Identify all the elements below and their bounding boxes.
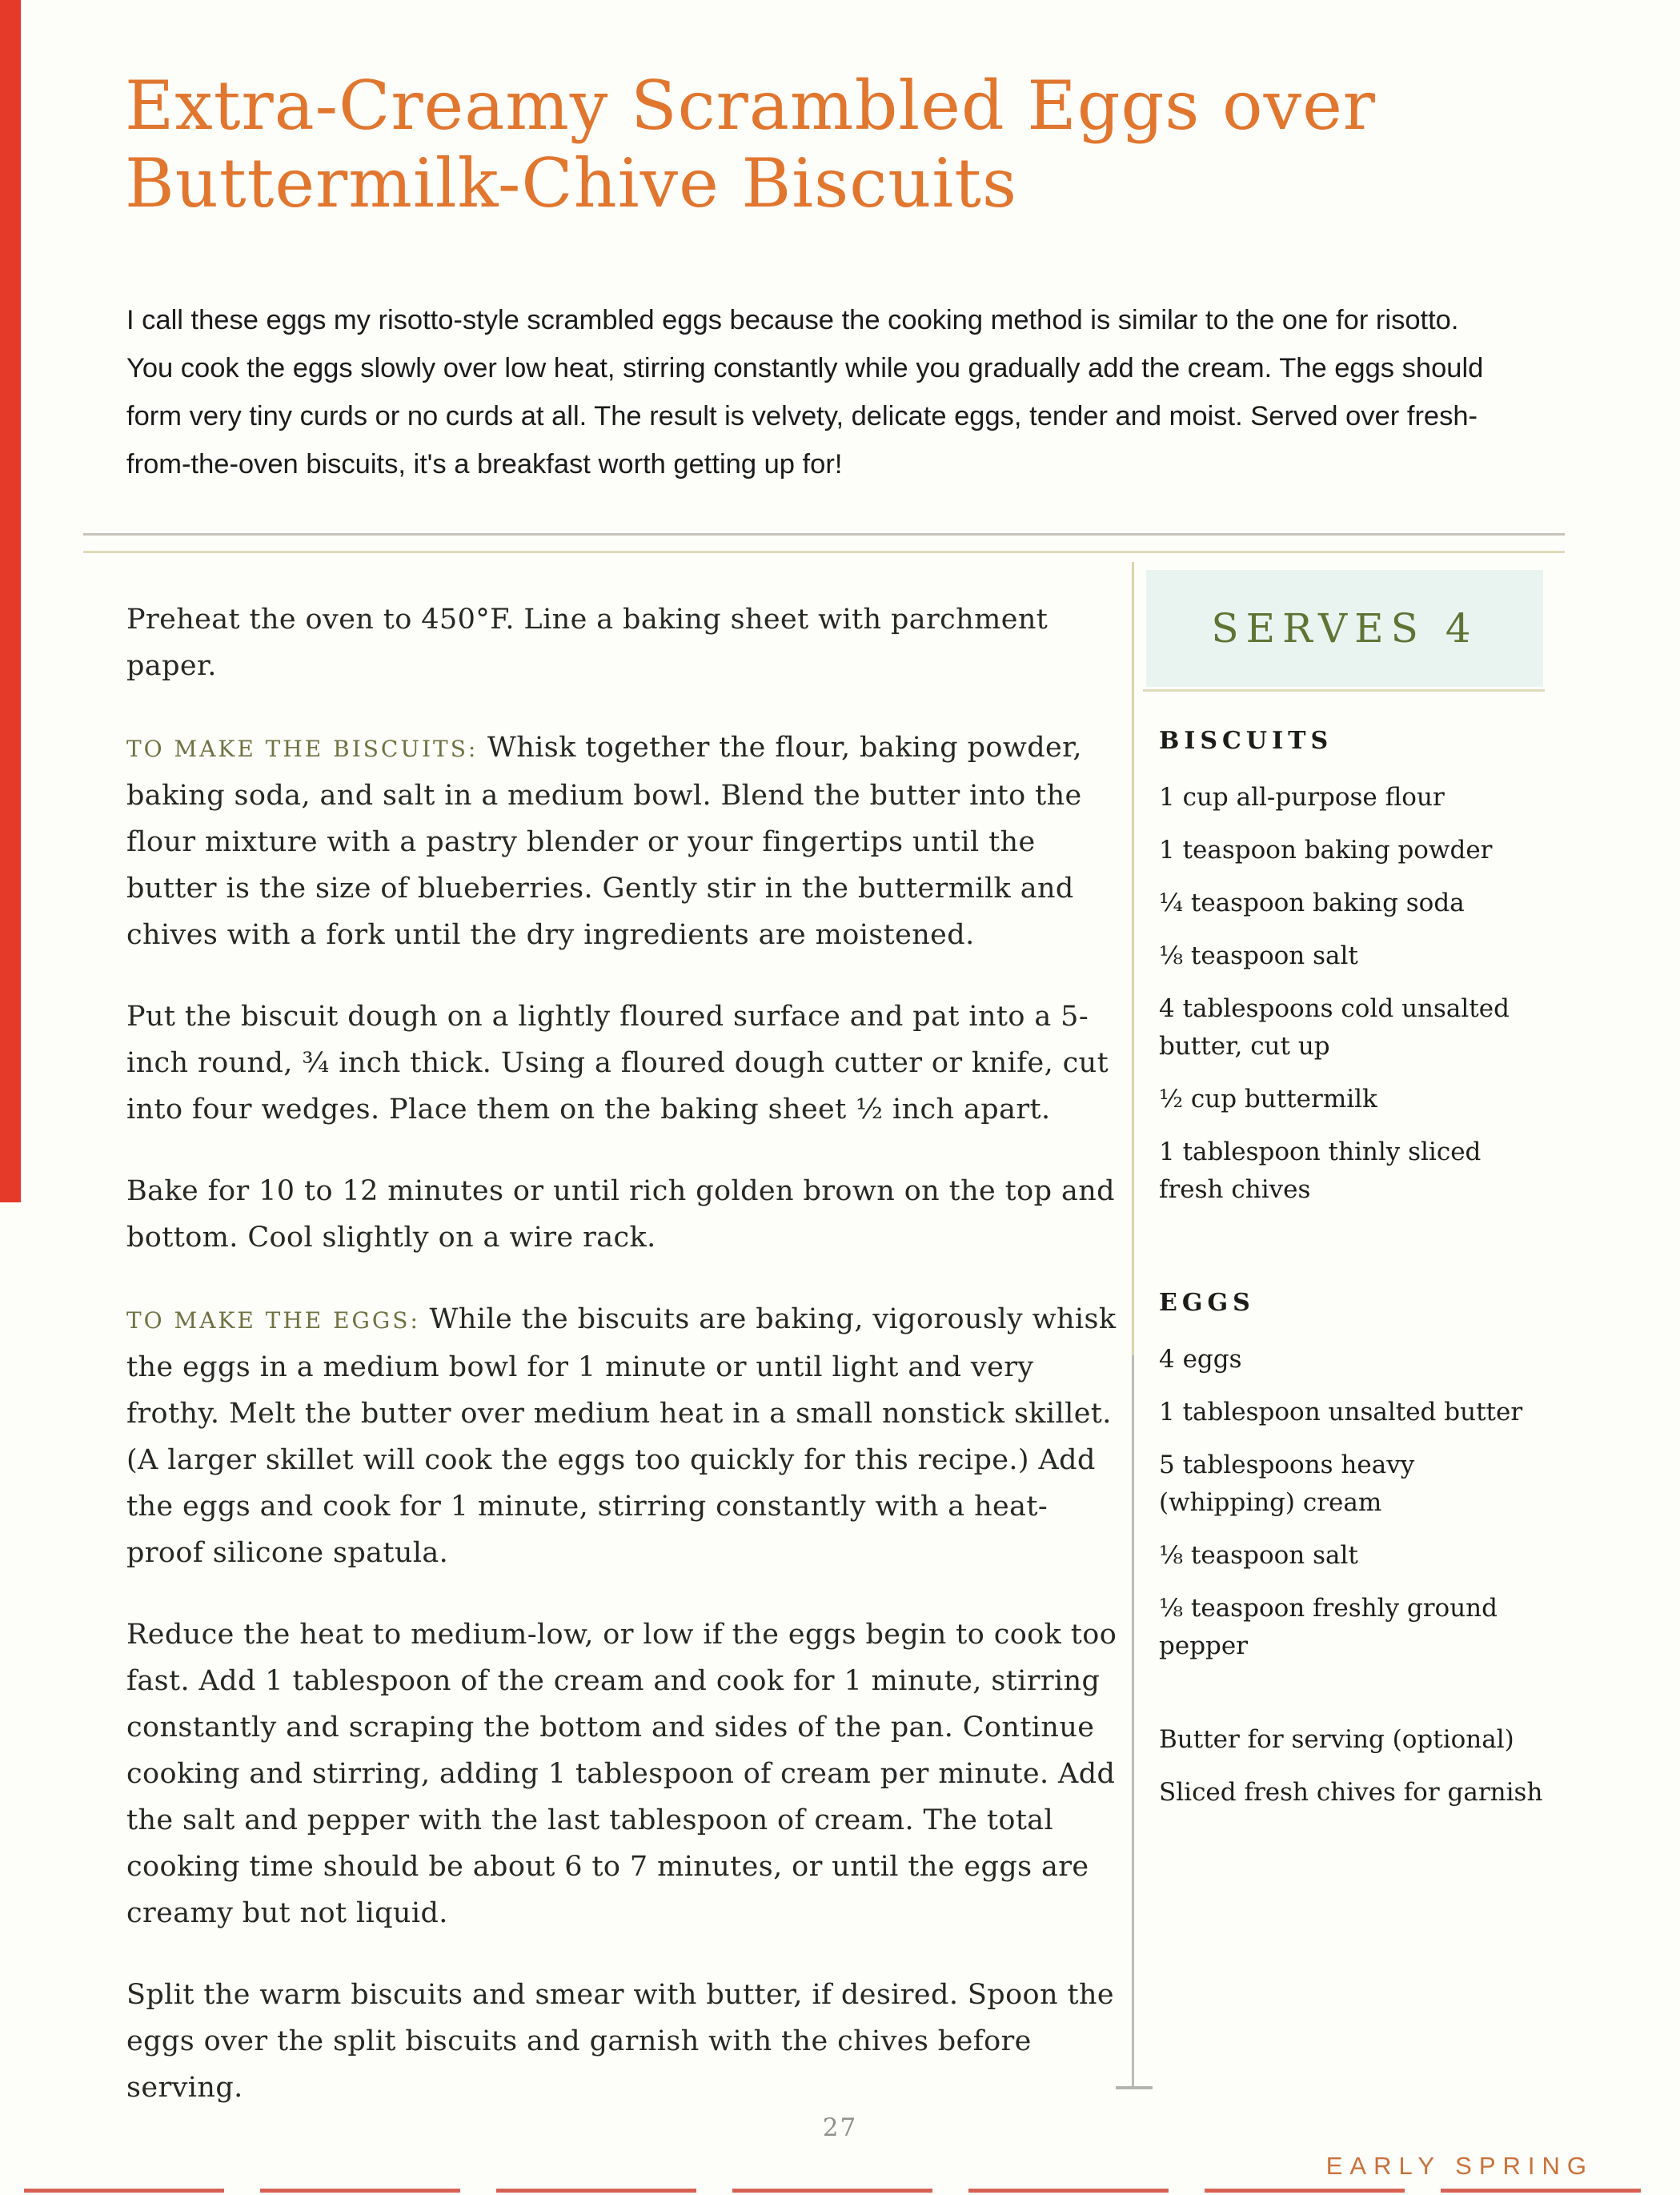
instruction-text: While the biscuits are baking, vigorously whisk the eggs in a medium bowl for 1 minute or until light and very frothy. Melt the butter over medium heat in a small nonstick skillet. (A larger skillet will cook the eggs too quickly for this recipe.) Add the eggs and cook for 1 minute, stirring constantly with a heat-proof silicone spatula.: [126, 1303, 1117, 1569]
divider-rule-tan: [83, 551, 1565, 553]
left-red-stripe: [0, 0, 21, 1202]
ingredients-sidebar: [1159, 727, 1543, 1827]
ingredient-item: 4 tablespoons cold unsalted butter, cut up: [1159, 994, 1510, 1061]
instruction-paragraph: [126, 724, 1119, 958]
serving-note-item: Sliced fresh chives for garnish: [1159, 1778, 1543, 1807]
instruction-paragraph: [126, 596, 1119, 689]
ingredient-item: ⅛ teaspoon freshly ground pepper: [1159, 1594, 1498, 1660]
serves-underline-rule: [1143, 689, 1545, 692]
ingredient-item: 1 teaspoon baking powder: [1159, 836, 1493, 865]
ingredients-section-title-biscuits: BISCUITS: [1159, 727, 1333, 755]
ingredient-item: ½ cup buttermilk: [1159, 1085, 1377, 1114]
recipe-title: [125, 67, 1376, 223]
column-divider-line: [1132, 562, 1134, 2088]
column-divider-end-tick: [1116, 2086, 1153, 2089]
instruction-paragraph: [126, 1296, 1119, 1576]
recipe-title-line1: Extra-Creamy Scrambled Eggs over: [125, 66, 1376, 145]
intro-paragraph: I call these eggs my risotto-style scrambled eggs because the cooking method is similar to the one for risotto. You cook the eggs slowly over low heat, stirring constantly while you gradually add the cream. The eggs should form very tiny curds or no curds at all. The result is velvety, delicate eggs, tender and moist. Served over fresh-from-the-oven biscuits, it's a breakfast worth getting up for!: [126, 305, 1484, 480]
recipe-title-line2: Buttermilk-Chive Biscuits: [125, 144, 1018, 223]
instruction-text: Bake for 10 to 12 minutes or until rich golden brown on the top and bottom. Cool slightly on a wire rack.: [126, 1175, 1115, 1254]
section-lead-biscuits: TO MAKE THE BISCUITS:: [126, 736, 479, 762]
instruction-text: Preheat the oven to 450°F. Line a baking sheet with parchment paper.: [126, 604, 1048, 682]
ingredient-item: 1 tablespoon unsalted butter: [1159, 1398, 1523, 1427]
serving-note-item: Butter for serving (optional): [1159, 1725, 1514, 1754]
instruction-paragraph: [126, 1168, 1119, 1261]
serves-badge: [1146, 570, 1543, 687]
serves-label: SERVES 4: [1211, 605, 1478, 652]
instruction-text: Whisk together the flour, baking powder, baking soda, and salt in a medium bowl. Blend the butter into the flour mixture with a pastry blender or your fingertips until the butter is the size of blueberries. Gently stir in the buttermilk and chives with a fork until the dry ingredients are moistened.: [126, 732, 1082, 951]
ingredients-section-title-eggs: EGGS: [1159, 1289, 1255, 1317]
ingredient-item: 1 tablespoon thinly sliced fresh chives: [1159, 1138, 1482, 1204]
ingredient-item: 5 tablespoons heavy (whipping) cream: [1159, 1451, 1415, 1517]
ingredient-item: ¼ teaspoon baking soda: [1159, 889, 1465, 917]
instruction-text: Reduce the heat to medium-low, or low if the eggs begin to cook too fast. Add 1 tablespoon of the cream and cook for 1 minute, stirring constantly and scraping the bottom and sides of the pan. Continue cooking and stirring, adding 1 tablespoon of cream per minute. Add the salt and pepper with the last tablespoon of cream. The total cooking time should be about 6 to 7 minutes, or until the eggs are creamy but not liquid.: [126, 1619, 1117, 1929]
page-number: 27: [822, 2113, 858, 2142]
instruction-paragraph: [126, 1611, 1119, 1936]
section-lead-eggs: TO MAKE THE EGGS:: [126, 1307, 420, 1334]
ingredient-item: 1 cup all-purpose flour: [1159, 783, 1445, 812]
instruction-text: Put the biscuit dough on a lightly floured surface and pat into a 5-inch round, ¾ inch thick. Using a floured dough cutter or knife, cut into four wedges. Place them on the baking sheet ½ inch apart.: [126, 1001, 1109, 1126]
ingredient-item: 4 eggs: [1159, 1345, 1242, 1374]
instruction-paragraph: [126, 993, 1119, 1133]
instructions-column: [126, 596, 1119, 2146]
season-footer-label: EARLY SPRING: [1325, 2152, 1594, 2180]
ingredient-item: ⅛ teaspoon salt: [1159, 1541, 1358, 1570]
bottom-red-edge-rule: [24, 2189, 1673, 2193]
divider-rule-gray: [83, 533, 1565, 536]
ingredient-item: ⅛ teaspoon salt: [1159, 941, 1358, 970]
instruction-text: Split the warm biscuits and smear with butter, if desired. Spoon the eggs over the split biscuits and garnish with the chives before serving.: [126, 1979, 1115, 2104]
instruction-paragraph: [126, 1972, 1119, 2111]
